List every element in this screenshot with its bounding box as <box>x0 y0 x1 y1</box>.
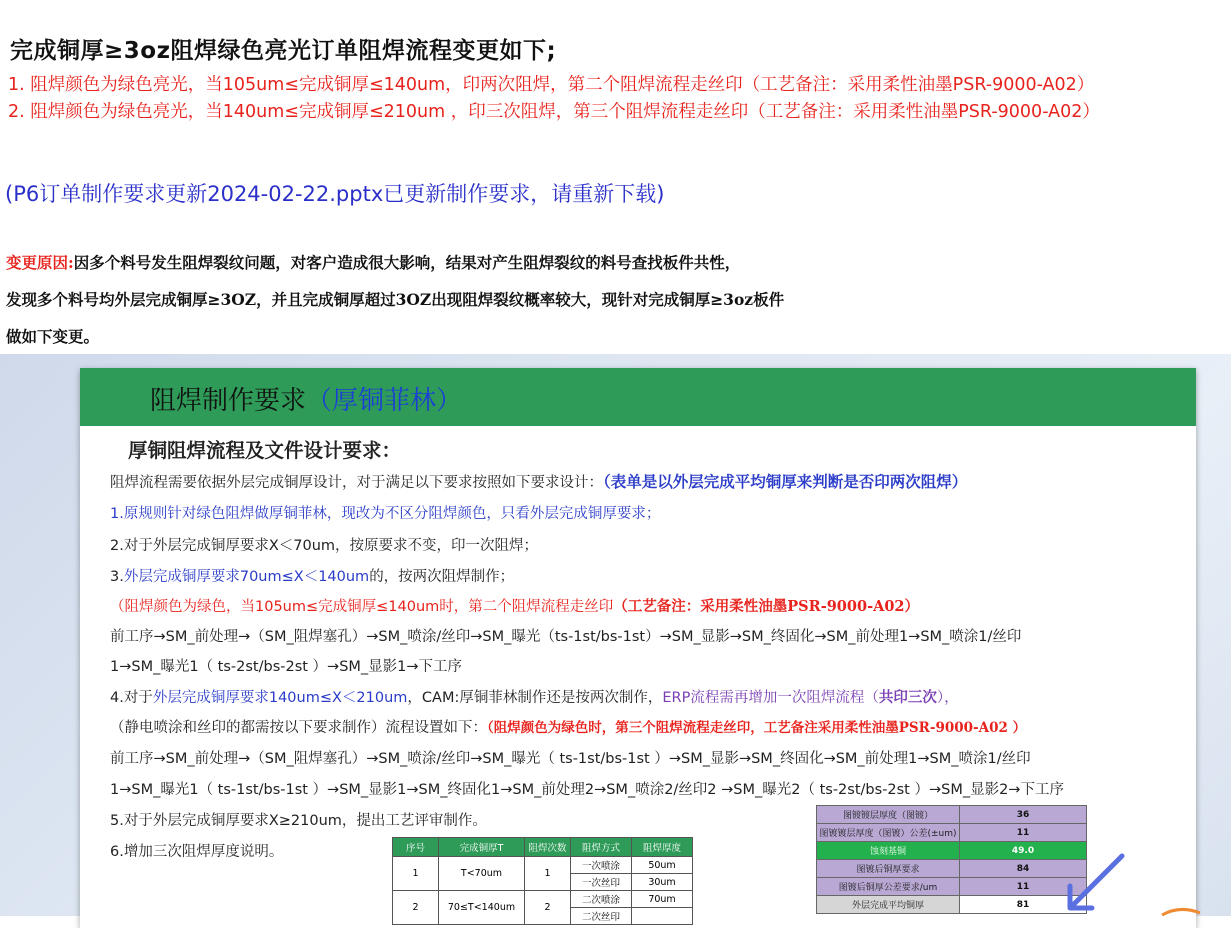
col-header: 阻焊方式 <box>571 838 632 857</box>
table-row <box>817 824 1087 842</box>
table-cell: 36 <box>960 806 1087 824</box>
reason-label: 变更原因: <box>6 253 74 272</box>
table-row <box>817 842 1087 860</box>
table-cell: 2 <box>525 891 571 925</box>
table-cell <box>632 908 693 925</box>
annotation-arrow-icon <box>1060 850 1130 916</box>
table-cell: 二次喷涂 <box>571 891 632 908</box>
l3-condition: 外层完成铜厚要求70um≤X＜140um <box>123 569 370 585</box>
table-header-row <box>393 838 693 857</box>
update-note: (P6订单制作要求更新2024-02-22.pptx已更新制作要求，请重新下载) <box>5 182 665 206</box>
col-header: 完成铜厚T <box>439 838 525 857</box>
reason-line-2: 发现多个料号均外层完成铜厚≥3OZ，并且完成铜厚超过3OZ出现阻焊裂纹概率较大，现针对完成铜厚≥3oz板件 <box>6 290 785 309</box>
table-cell: 一次喷涂 <box>571 857 632 874</box>
table-row <box>393 857 693 874</box>
slide-line-intro <box>110 470 967 492</box>
slide-title <box>150 380 462 417</box>
slide-line-4 <box>110 686 959 707</box>
table-cell: 一次丝印 <box>571 874 632 891</box>
annotation-mark-icon <box>1160 905 1220 921</box>
table-cell: 蚀刻基铜 <box>817 842 960 860</box>
reason-text-1: 因多个料号发生阻焊裂纹问题，对客户造成很大影响，结果对产生阻焊裂纹的料号查找板件共性， <box>73 253 741 272</box>
table-cell: 70um <box>632 891 693 908</box>
table-cell: 图镀镀层厚度（图镀） <box>817 806 960 824</box>
table-row <box>817 896 1087 914</box>
col-header: 序号 <box>393 838 439 857</box>
reason-line-1 <box>6 251 740 273</box>
table-cell: 1 <box>525 857 571 891</box>
col-header: 阻焊厚度 <box>632 838 693 857</box>
slide-line-4-setting <box>110 716 1026 737</box>
slide-line-6: 6.增加三次阻焊厚度说明。 <box>110 844 284 860</box>
table-cell: 图镀后铜厚要求 <box>817 860 960 878</box>
table-cell: 2 <box>393 891 439 925</box>
slide-flow-2a: 前工序→SM_前处理→（SM_阻焊塞孔）→SM_喷涂/丝印→SM_曝光（ ts-1st/bs-1st ）→SM_显影→SM_终固化→SM_前处理1→SM_喷涂1/丝印 <box>110 751 1031 767</box>
slide-line-1: 1.原规则针对绿色阻焊做厚铜菲林，现改为不区分阻焊颜色，只看外层完成铜厚要求； <box>110 506 661 522</box>
l4-setting-text: （静电喷涂和丝印的都需按以下要求制作）流程设置如下： <box>110 720 487 736</box>
table-row <box>817 860 1087 878</box>
table-cell: 11 <box>960 824 1087 842</box>
solder-mask-thickness-table <box>392 837 693 925</box>
l3-rest: 的，按两次阻焊制作； <box>369 569 515 585</box>
table-cell: 二次丝印 <box>571 908 632 925</box>
slide-title-sub: （厚铜菲林） <box>306 386 463 416</box>
l4-three-times: 共印三次 <box>878 690 937 706</box>
table-cell: 84 <box>960 860 1087 878</box>
table-cell: 11 <box>960 878 1087 896</box>
table-row <box>817 878 1087 896</box>
slide-line-5: 5.对于外层完成铜厚要求X≥210um，提出工艺评审制作。 <box>110 813 487 829</box>
copper-thickness-table <box>816 805 1087 914</box>
table-cell: 30um <box>632 874 693 891</box>
slide-flow-2b: 1→SM_曝光1（ ts-1st/bs-1st ）→SM_显影1→SM_终固化1→SM_前处理2→SM_喷涂2/丝印2 →SM_曝光2（ ts-2st/bs-2st ）→SM_显影2→下工序 <box>110 782 1064 798</box>
l4-num: 4.对于 <box>110 690 153 706</box>
table-cell: 81 <box>960 896 1087 914</box>
intro-note: （表单是以外层完成平均铜厚来判断是否印两次阻焊） <box>603 472 968 491</box>
table-cell: 1 <box>393 857 439 891</box>
l4-erp: ERP流程需再增加一次阻焊流程（ <box>662 690 879 706</box>
slide-line-3-note <box>110 595 919 616</box>
l4-setting-note: （阻焊颜色为绿色时，第三个阻焊流程走丝印，工艺备注采用柔性油墨PSR-9000-A02 ） <box>487 720 1027 736</box>
table-cell: 外层完成平均铜厚 <box>817 896 960 914</box>
change-rule-1: 1. 阻焊颜色为绿色亮光，当105um≤完成铜厚≤140um，印两次阻焊，第二个阻焊流程走丝印（工艺备注：采用柔性油墨PSR-9000-A02） <box>8 75 1095 95</box>
l4-close: ）， <box>936 690 959 706</box>
col-header: 阻焊次数 <box>525 838 571 857</box>
slide-line-2: 2.对于外层完成铜厚要求X＜70um，按原要求不变，印一次阻焊； <box>110 538 539 554</box>
table-cell: 70≤T<140um <box>439 891 525 925</box>
section-title: 厚铜阻焊流程及文件设计要求： <box>128 439 402 462</box>
slide-title-main: 阻焊制作要求 <box>150 386 307 416</box>
slide-line-3 <box>110 565 514 586</box>
change-rule-2: 2. 阻焊颜色为绿色亮光，当140um≤完成铜厚≤210um ，印三次阻焊，第三个阻焊流程走丝印（工艺备注：采用柔性油墨PSR-9000-A02） <box>8 102 1100 122</box>
table-cell: 图镀后铜厚公差要求/um <box>817 878 960 896</box>
slide-flow-1a: 前工序→SM_前处理→（SM_阻焊塞孔）→SM_喷涂/丝印→SM_曝光（ts-1st/bs-1st）→SM_显影→SM_终固化→SM_前处理1→SM_喷涂1/丝印 <box>110 629 1022 645</box>
table-cell: 图镀镀层厚度（图镀）公差(±um) <box>817 824 960 842</box>
table-cell: T<70um <box>439 857 525 891</box>
table-row <box>817 806 1087 824</box>
l3-note-bold: （工艺备注：采用柔性油墨PSR-9000-A02） <box>613 598 920 615</box>
l4-condition: 外层完成铜厚要求140um≤X＜210um <box>152 690 408 706</box>
intro-text: 阻焊流程需要依据外层完成铜厚设计，对于满足以下要求按照如下要求设计： <box>110 475 603 491</box>
table-cell: 50um <box>632 857 693 874</box>
reason-line-3: 做如下变更。 <box>6 327 100 346</box>
l4-cam: ，CAM:厚铜菲林制作还是按两次制作， <box>407 690 663 706</box>
l3-num: 3. <box>110 569 124 585</box>
table-cell: 49.0 <box>960 842 1087 860</box>
l3-note-text: （阻焊颜色为绿色，当105um≤完成铜厚≤140um时，第二个阻焊流程走丝印 <box>110 599 614 615</box>
page-title: 完成铜厚≥3oz阻焊绿色亮光订单阻焊流程变更如下; <box>10 38 557 64</box>
slide-flow-1b: 1→SM_曝光1（ ts-2st/bs-2st ）→SM_显影1→下工序 <box>110 659 463 675</box>
table-row <box>393 891 693 908</box>
